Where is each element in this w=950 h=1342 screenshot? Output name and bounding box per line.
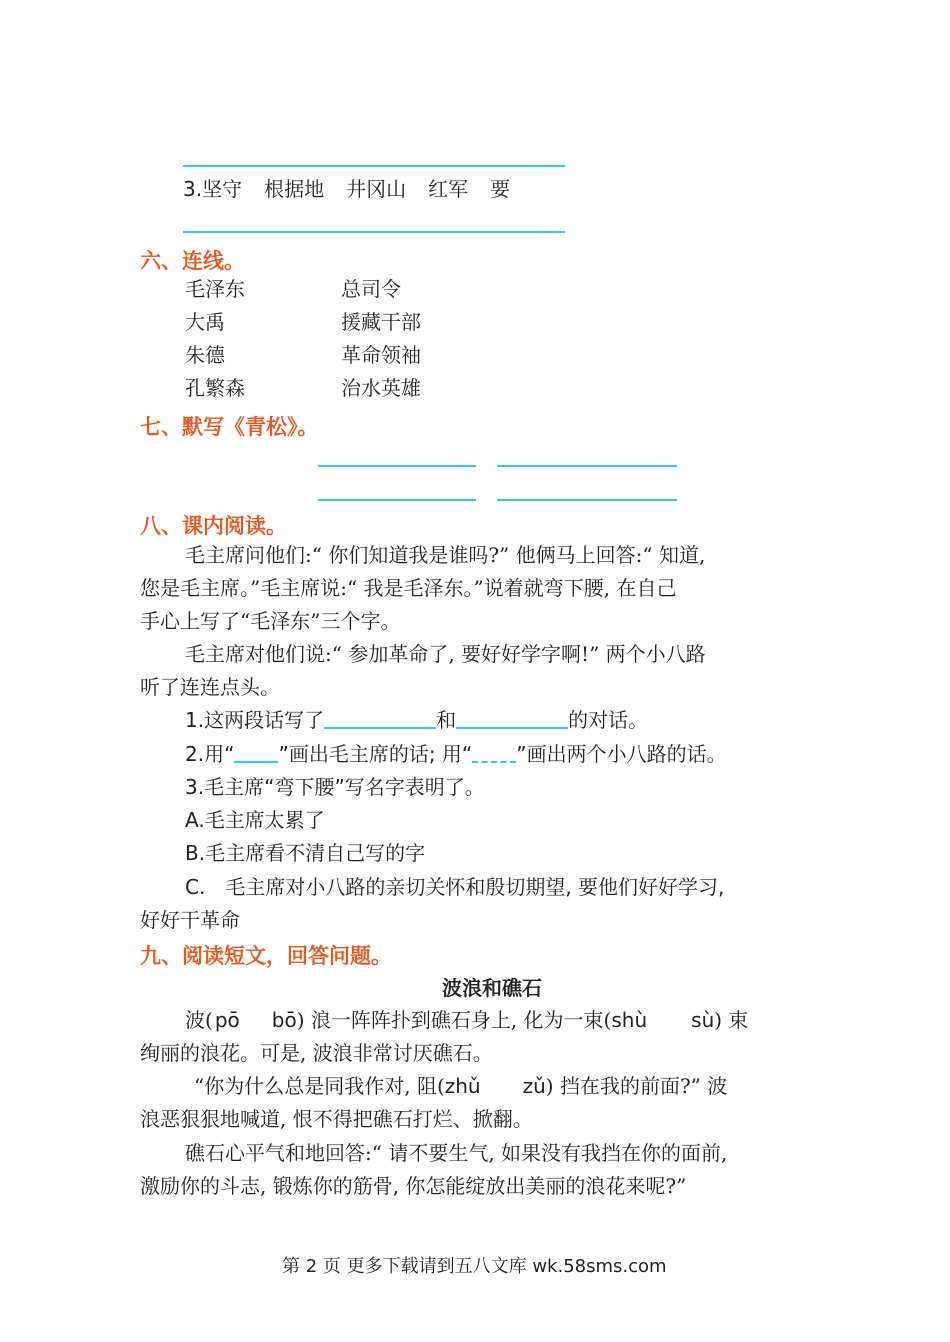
poem-line-1b[interactable] [497,465,677,467]
match-left-3[interactable]: 朱德 [185,343,225,367]
match-left-2[interactable]: 大禹 [185,310,225,334]
article-para-1-line-1: 波( pō bō) 浪一阵阵扑到礁石身上, 化为一束(shù sù) 束 [185,1008,749,1032]
question-3: 3.毛主席“弯下腰”写名字表明了。 [185,775,485,799]
article-para-3-line-1: 礁石心平气和地回答:“ 请不要生气, 如果没有我挡在你的面前, [185,1141,728,1165]
match-left-4[interactable]: 孔繁森 [185,376,245,400]
question-1: 1.这两段话写了 和 的对话。 [185,708,649,732]
straight-line-sample [234,741,278,763]
question-2: 2.用“ ”画出毛主席的话; 用“ ”画出两个小八路的话。 [185,742,727,766]
option-c-line-2: 好好干革命 [140,908,240,932]
section-9-heading: 九、阅读短文，回答问题。 [140,944,392,968]
article-para-2-line-1: “你为什么总是同我作对, 阻(zhǔ zǔ) 挡在我的前面?” 波 [194,1074,728,1098]
section-7-heading: 七、默写《青松》。 [140,415,319,439]
poem-line-2b[interactable] [497,499,677,501]
match-right-2[interactable]: 援藏干部 [341,310,421,334]
option-c-line-1[interactable]: C. 毛主席对小八路的亲切关怀和殷切期望, 要他们好好学习, [185,875,725,899]
answer-blank-1[interactable] [324,707,436,729]
article-title: 波浪和礁石 [442,976,542,1000]
section-8-heading: 八、课内阅读。 [140,514,287,538]
reading-para-1-line-2: 您是毛主席。”毛主席说:“ 我是毛泽东。”说着就弯下腰, 在自己 [140,576,677,600]
match-left-1[interactable]: 毛泽东 [185,277,245,301]
answer-line-1[interactable] [183,165,565,167]
wavy-line-sample [472,741,516,763]
article-para-2-line-2: 浪恶狠狠地喊道, 恨不得把礁石打烂、掀翻。 [140,1107,533,1131]
q5-item-3: 3.坚守 根据地 井冈山 红军 要 [183,177,511,201]
article-para-3-line-2: 激励你的斗志, 锻炼你的筋骨, 你怎能绽放出美丽的浪花来呢?” [140,1174,687,1198]
option-b[interactable]: B.毛主席看不清自己写的字 [185,841,426,865]
match-right-1[interactable]: 总司令 [341,277,401,301]
article-para-1-line-2: 绚丽的浪花。可是, 波浪非常讨厌礁石。 [140,1041,493,1065]
section-6-heading: 六、连线。 [140,249,245,273]
reading-para-2-line-1: 毛主席对他们说:“ 参加革命了, 要好好学字啊!” 两个小八路 [185,642,706,666]
answer-line-2[interactable] [183,231,565,233]
match-right-4[interactable]: 治水英雄 [341,376,421,400]
answer-blank-2[interactable] [456,707,568,729]
reading-para-2-line-2: 听了连连点头。 [140,675,280,699]
poem-line-1a[interactable] [318,465,476,467]
option-a[interactable]: A.毛主席太累了 [185,808,325,832]
reading-para-1-line-3: 手心上写了“毛泽东”三个字。 [140,609,401,633]
page-footer: 第 2 页 更多下载请到五八文库 wk.58sms.com [282,1256,667,1277]
poem-line-2a[interactable] [318,499,476,501]
match-right-3[interactable]: 革命领袖 [341,343,421,367]
reading-para-1-line-1: 毛主席问他们:“ 你们知道我是谁吗?” 他俩马上回答:“ 知道, [185,543,706,567]
